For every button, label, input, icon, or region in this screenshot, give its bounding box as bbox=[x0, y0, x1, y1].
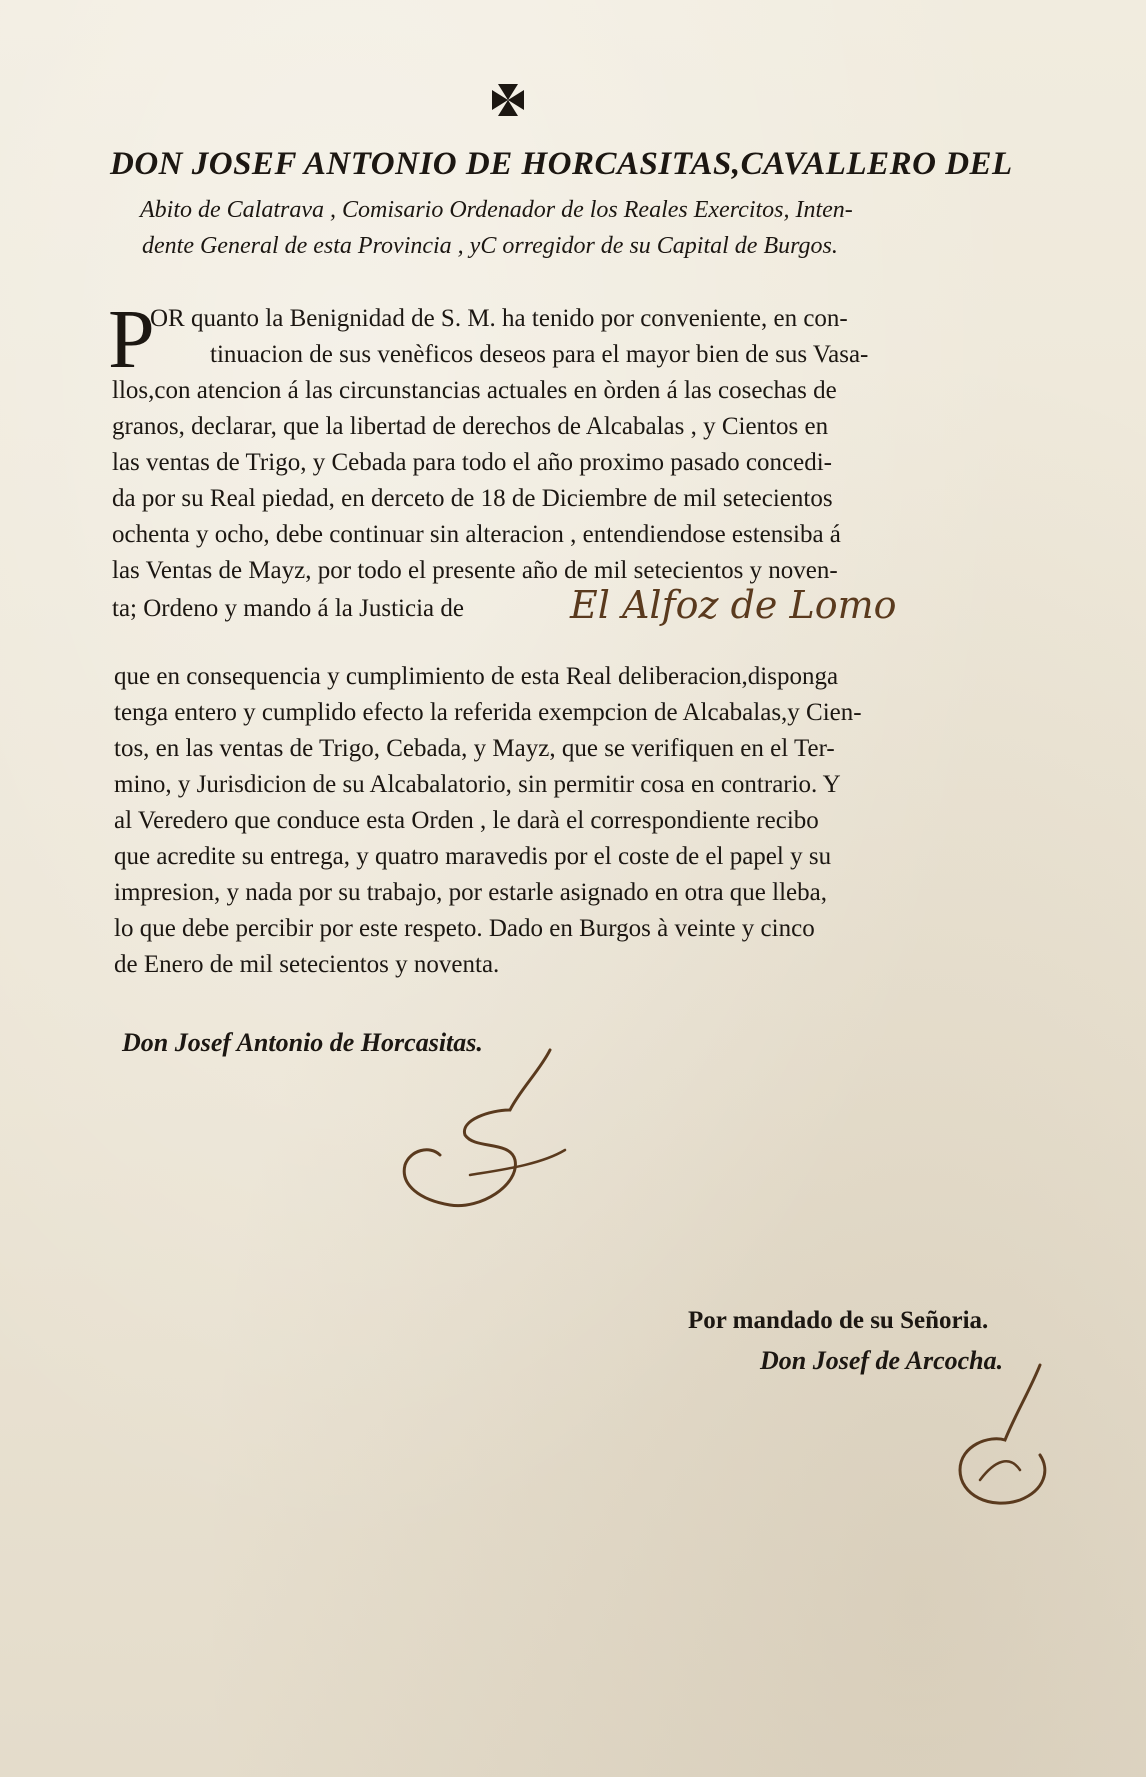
body-line: ochenta y ocho, debe continuar sin alteracion , entendiendose estensiba á bbox=[112, 521, 841, 548]
body-line: ta; Ordeno y mando á la Justicia de bbox=[112, 595, 464, 622]
maltese-cross-icon bbox=[490, 82, 526, 118]
body-line: tinuacion de sus venèficos deseos para el mayor bien de sus Vasa- bbox=[210, 341, 869, 368]
mandate-line: Por mandado de su Señoria. bbox=[688, 1307, 989, 1334]
body-line: da por su Real piedad, en derceto de 18 de Diciembre de mil setecientos bbox=[112, 485, 833, 512]
subheading-line-2: dente General de esta Provincia , yC orregidor de su Capital de Burgos. bbox=[142, 233, 838, 259]
body-line: mino, y Jurisdicion de su Alcabalatorio, sin permitir cosa en contrario. Y bbox=[114, 771, 841, 798]
signatory-name: Don Josef Antonio de Horcasitas. bbox=[122, 1028, 483, 1057]
body-line: que en consequencia y cumplimiento de esta Real deliberacion,disponga bbox=[114, 663, 839, 690]
drop-cap: P bbox=[108, 293, 155, 386]
secretary-rubric-icon bbox=[920, 1360, 1070, 1520]
subheading-line-1: Abito de Calatrava , Comisario Ordenador de los Reales Exercitos, Inten- bbox=[140, 197, 853, 223]
body-line: granos, declarar, que la libertad de derechos de Alcabalas , y Cientos en bbox=[112, 413, 829, 440]
body-line: tenga entero y cumplido efecto la referida exempcion de Alcabalas,y Cien- bbox=[114, 699, 862, 726]
body-line: OR quanto la Benignidad de S. M. ha tenido por conveniente, en con- bbox=[150, 305, 848, 332]
signature-rubric-icon bbox=[390, 1040, 590, 1240]
document-heading: DON JOSEF ANTONIO DE HORCASITAS,CAVALLERO DEL bbox=[110, 146, 1013, 182]
body-line: al Veredero que conduce esta Orden , le darà el correspondiente recibo bbox=[114, 807, 819, 834]
body-line: que acredite su entrega, y quatro maravedis por el coste de el papel y su bbox=[114, 843, 832, 870]
secretary-name: Don Josef de Arcocha. bbox=[760, 1346, 1004, 1375]
body-line: lo que debe percibir por este respeto. Dado en Burgos à veinte y cinco bbox=[114, 915, 815, 942]
body-line: las ventas de Trigo, y Cebada para todo el año proximo pasado concedi- bbox=[112, 449, 832, 476]
body-line: de Enero de mil setecientos y noventa. bbox=[114, 951, 500, 978]
body-line: tos, en las ventas de Trigo, Cebada, y Mayz, que se verifiquen en el Ter- bbox=[114, 735, 835, 762]
body-line: llos,con atencion á las circunstancias actuales en òrden á las cosechas de bbox=[112, 377, 837, 404]
handwritten-place-name: El Alfoz de Lomo bbox=[570, 583, 897, 627]
body-line: impresion, y nada por su trabajo, por estarle asignado en otra que lleba, bbox=[114, 879, 827, 906]
body-line: las Ventas de Mayz, por todo el presente año de mil setecientos y noven- bbox=[112, 557, 838, 584]
